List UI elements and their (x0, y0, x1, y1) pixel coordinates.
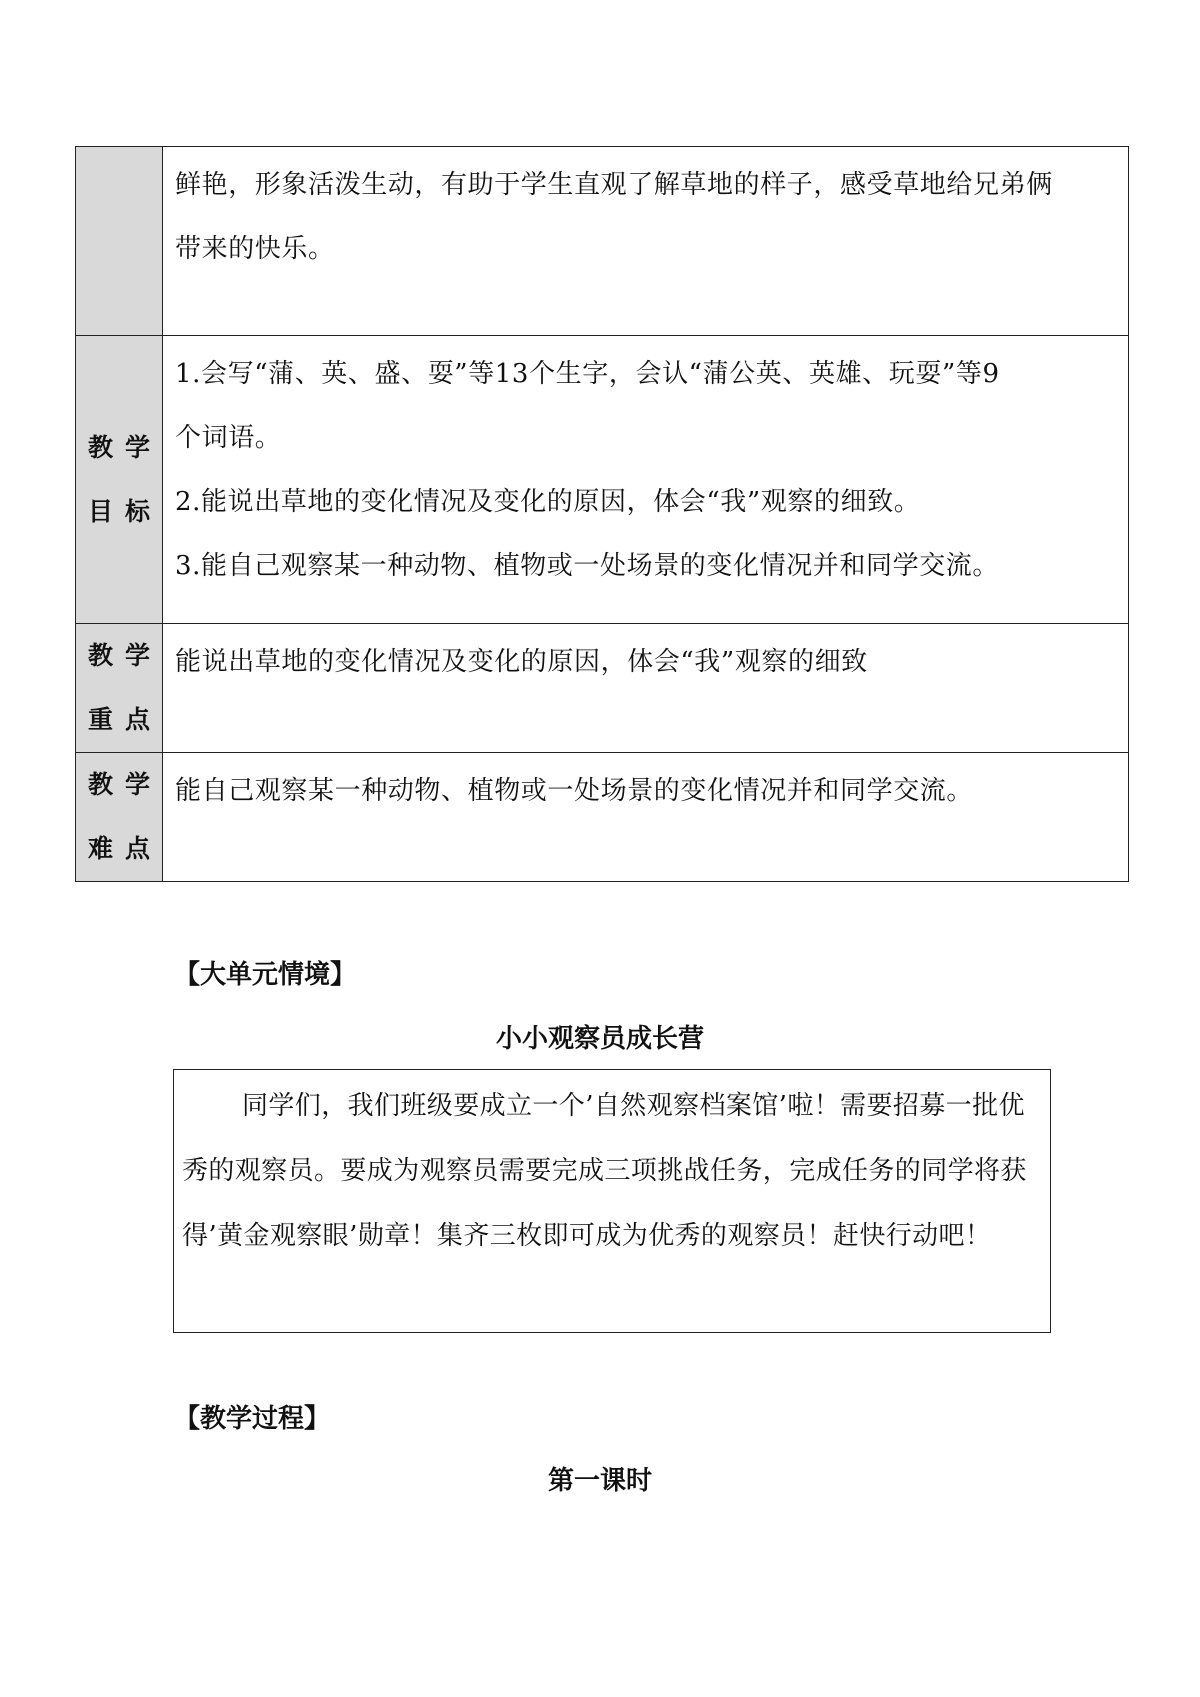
row-label-cell (76, 336, 163, 624)
row-label-cell (76, 147, 163, 336)
content-line: 能说出草地的变化情况及变化的原因，体会“我”观察的细致 (175, 647, 868, 677)
row-label: 教学 (88, 770, 163, 799)
content-line: 鲜艳，形象活泼生动，有助于学生直观了解草地的样子，感受草地给兄弟俩 (175, 170, 1053, 200)
table-row (76, 753, 1129, 882)
scenario-title: 小小观察员成长营 (495, 1024, 704, 1054)
content-line: 3.能自己观察某一种动物、植物或一处场景的变化情况并和同学交流。 (175, 551, 1000, 581)
row-label: 难点 (88, 834, 163, 863)
scenario-text: 同学们，我们班级要成立一个’自然观察档案馆’啦！需要招募一批优秀的观察员。要成为观察员需要完成三项挑战任务，完成任务的同学将获得’黄金观察眼’勋章！集齐三枚即可成为优秀的观察员！赶快行动吧！ (182, 1091, 1027, 1251)
table-row (76, 336, 1129, 624)
content-line: 1.会写“蒲、英、盛、耍”等13个生字，会认“蒲公英、英雄、玩耍”等9 (175, 359, 1000, 389)
row-content-cell (163, 336, 1129, 624)
content-line: 2.能说出草地的变化情况及变化的原因，体会“我”观察的细致。 (175, 487, 921, 517)
row-content-cell (163, 624, 1129, 753)
row-content-cell (163, 753, 1129, 882)
row-label: 目标 (88, 496, 163, 526)
lesson-plan-table (75, 146, 1129, 882)
row-label-cell (76, 753, 163, 882)
content-line: 能自己观察某一种动物、植物或一处场景的变化情况并和同学交流。 (175, 776, 974, 806)
table-row (76, 624, 1129, 753)
unit-scenario-heading: 【大单元情境】 (174, 960, 357, 990)
row-label-cell (76, 624, 163, 753)
row-label: 重点 (88, 705, 163, 734)
lesson-title: 第一课时 (547, 1466, 652, 1496)
row-label: 教学 (88, 641, 163, 670)
content-line: 带来的快乐。 (175, 234, 335, 264)
table-row (76, 147, 1129, 336)
content-line: 个词语。 (175, 423, 282, 453)
row-content-cell (163, 147, 1129, 336)
scenario-box (173, 1069, 1051, 1333)
row-label: 教学 (88, 432, 163, 462)
teaching-process-heading: 【教学过程】 (174, 1404, 331, 1434)
